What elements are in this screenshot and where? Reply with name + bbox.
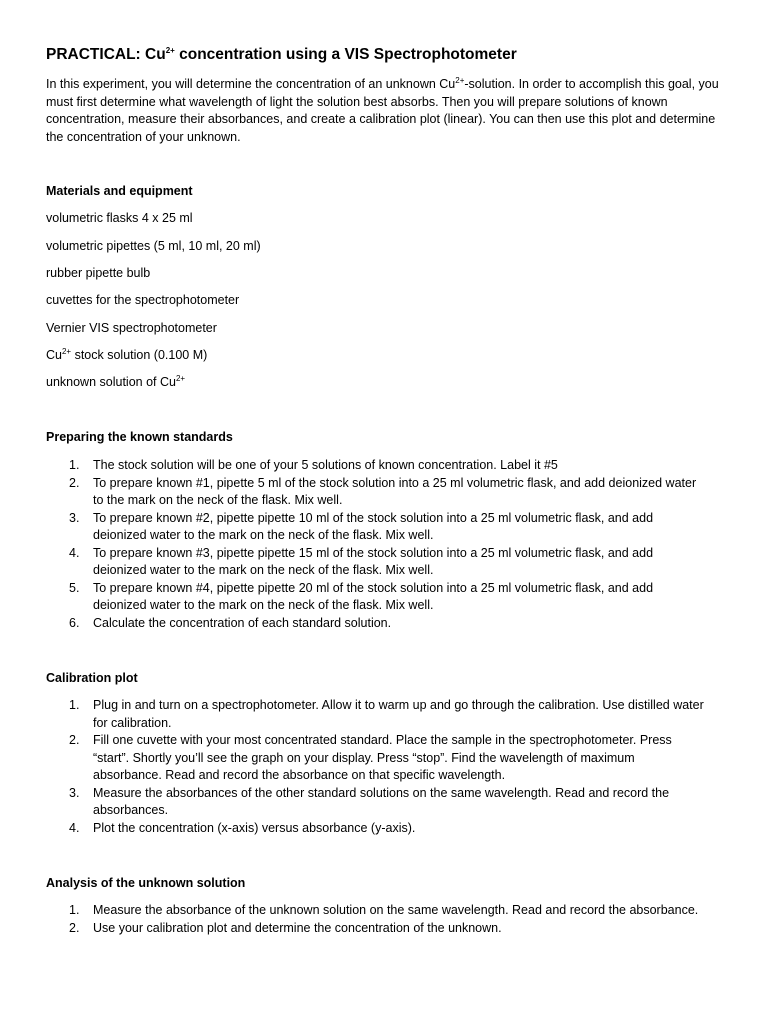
list-item-text: Fill one cuvette with your most concentrated standard. Place the sample in the spectrophotometer. Press “start”. Shortly you’ll see the graph on your display. Press “stop”. Find the wavelength of maximum absorbance. Read and record the absorbance on that specific wavelength. <box>93 733 672 782</box>
list-item-text: Use your calibration plot and determine the concentration of the unknown. <box>93 920 502 935</box>
title-superscript: 2+ <box>165 45 175 55</box>
material-item: rubber pipette bulb <box>46 266 151 280</box>
title-suffix: concentration using a VIS Spectrophotometer <box>174 46 517 63</box>
material-item: volumetric flasks 4 x 25 ml <box>46 211 193 225</box>
list-item-text: The stock solution will be one of your 5 solutions of known concentration. Label it #5 <box>93 458 558 472</box>
list-number: 1. <box>69 458 80 472</box>
calibration-list <box>46 697 706 837</box>
standards-list <box>46 457 706 632</box>
list-number: 5. <box>69 580 80 595</box>
list-number: 4. <box>69 820 80 835</box>
stock-suffix: stock solution (0.100 M) <box>71 348 208 362</box>
list-item <box>46 457 706 475</box>
material-item-stock <box>46 347 207 364</box>
page-title <box>46 45 517 65</box>
list-item-text: Plug in and turn on a spectrophotometer. Allow it to warm up and go through the calibration. Use distilled water for calibration. <box>93 698 704 730</box>
material-item: cuvettes for the spectrophotometer <box>46 293 240 307</box>
list-item <box>46 785 706 820</box>
list-number: 1. <box>69 698 80 712</box>
materials-heading: Materials and equipment <box>46 184 193 198</box>
list-item-text: Measure the absorbances of the other standard solutions on the same wavelength. Read and record the absorbances. <box>93 785 670 817</box>
material-item: Vernier VIS spectrophotometer <box>46 321 217 335</box>
standards-heading: Preparing the known standards <box>46 430 233 444</box>
list-item <box>46 920 706 938</box>
analysis-heading: Analysis of the unknown solution <box>46 876 246 890</box>
list-item <box>46 510 706 545</box>
list-number: 2. <box>69 733 80 747</box>
list-item-text: To prepare known #4, pipette pipette 20 ml of the stock solution into a 25 ml volumetric flask, and add deionized water to the mark on the neck of the flask. Mix well. <box>93 580 654 612</box>
list-item <box>46 820 706 838</box>
material-item-unknown <box>46 374 185 391</box>
list-number: 6. <box>69 615 80 630</box>
list-number: 3. <box>69 510 80 525</box>
list-item <box>46 732 706 785</box>
list-number: 3. <box>69 785 80 800</box>
unknown-prefix: unknown solution of Cu <box>46 375 176 389</box>
list-item-text: Plot the concentration (x-axis) versus absorbance (y-axis). <box>93 820 416 835</box>
title-prefix: PRACTICAL: Cu <box>46 46 166 63</box>
analysis-list <box>46 902 706 937</box>
list-item <box>46 902 706 920</box>
list-number: 2. <box>69 920 80 935</box>
list-item <box>46 697 706 732</box>
material-item: volumetric pipettes (5 ml, 10 ml, 20 ml) <box>46 239 261 253</box>
stock-prefix: Cu <box>46 348 62 362</box>
list-item-text: Measure the absorbance of the unknown solution on the same wavelength. Read and record the absorbance. <box>93 903 699 917</box>
intro-paragraph <box>46 76 726 146</box>
intro-superscript: 2+ <box>455 75 465 85</box>
unknown-superscript: 2+ <box>175 373 186 383</box>
list-number: 1. <box>69 903 80 917</box>
list-number: 2. <box>69 475 80 490</box>
list-item-text: To prepare known #1, pipette 5 ml of the stock solution into a 25 ml volumetric flask, and add deionized water to the mark on the neck of the flask. Mix well. <box>93 475 697 507</box>
stock-superscript: 2+ <box>61 346 72 356</box>
list-item <box>46 475 706 510</box>
calibration-heading: Calibration plot <box>46 671 138 685</box>
list-item-text: To prepare known #2, pipette pipette 10 ml of the stock solution into a 25 ml volumetric flask, and add deionized water to the mark on the neck of the flask. Mix well. <box>93 510 654 542</box>
intro-text-1: In this experiment, you will determine the concentration of an unknown Cu <box>46 77 456 91</box>
list-item <box>46 615 706 633</box>
list-item-text: Calculate the concentration of each standard solution. <box>93 615 392 630</box>
list-item <box>46 545 706 580</box>
list-item-text: To prepare known #3, pipette pipette 15 ml of the stock solution into a 25 ml volumetric flask, and add deionized water to the mark on the neck of the flask. Mix well. <box>93 545 654 577</box>
list-number: 4. <box>69 545 80 560</box>
list-item <box>46 580 706 615</box>
intro-text-2: -solution. In order to accomplish this goal, you must first determine what wavelength of light the solution best absorbs. Then you will prepare solutions of known concentration, measure their absorbances, and create a calibration plot (linear). You can then use this plot and determine the concentration of your unknown. <box>46 77 719 144</box>
